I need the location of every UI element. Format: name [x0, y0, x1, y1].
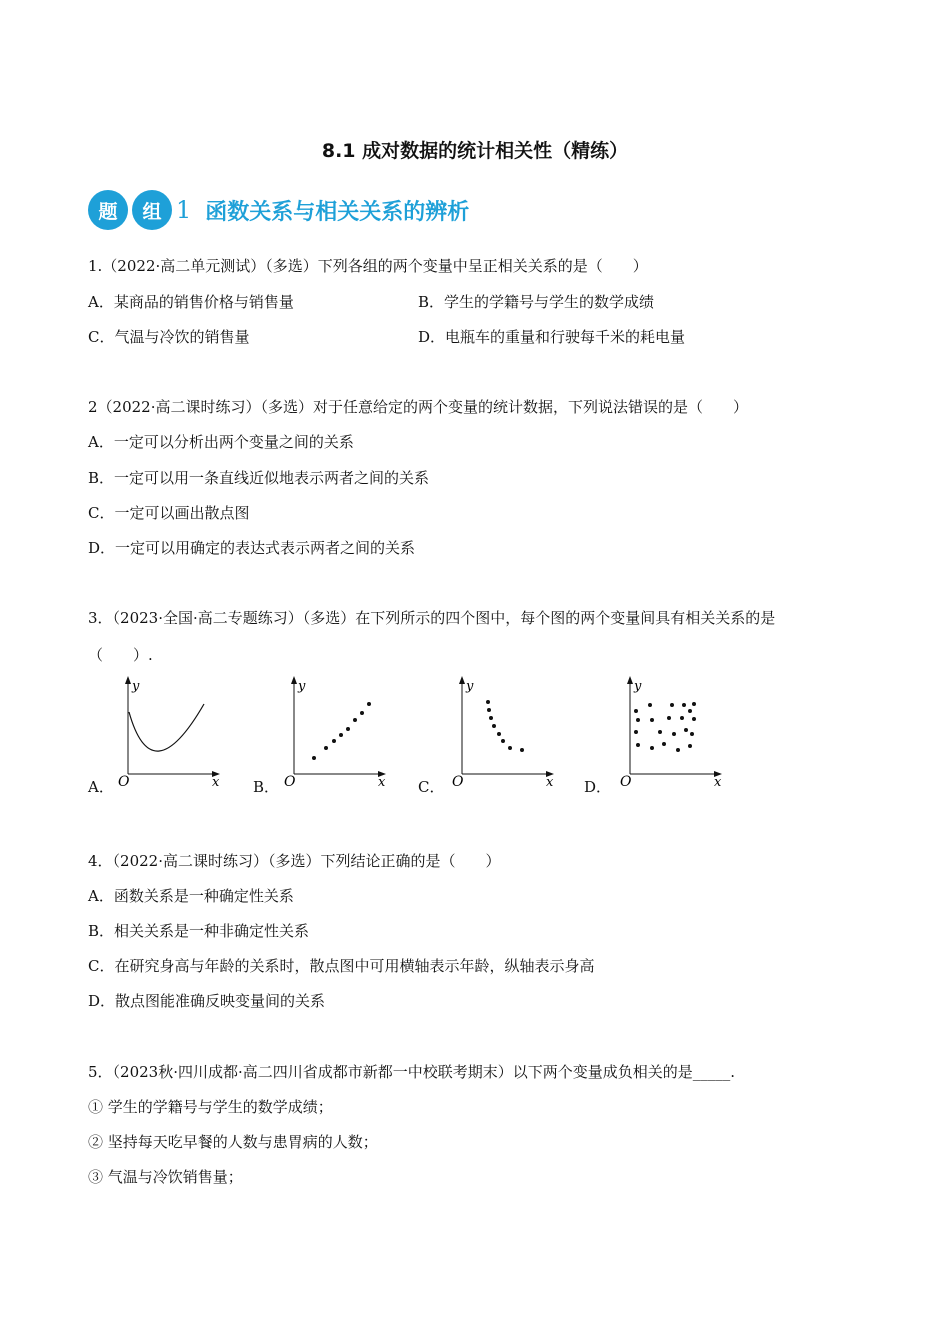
q3-label-a: A． — [88, 778, 114, 796]
scatter-point — [650, 746, 654, 750]
origin-label: O — [620, 774, 632, 790]
q5-item-1: ① 学生的学籍号与学生的数学成绩； — [88, 1098, 333, 1116]
q4-option-c: C．在研究身高与年龄的关系时，散点图中可用横轴表示年龄，纵轴表示身高 — [88, 957, 595, 975]
scatter-point — [497, 732, 501, 736]
x-label: x — [546, 775, 554, 790]
scatter-point — [680, 716, 684, 720]
group-number: 1 — [176, 196, 192, 224]
scatter-point — [634, 730, 638, 734]
q2-stem: 2（2022·高二课时练习）（多选）对于任意给定的两个变量的统计数据，下列说法错误的是（ ） — [88, 398, 748, 416]
q5-item-3: ③ 气温与冷饮销售量； — [88, 1168, 243, 1186]
x-label: x — [378, 775, 386, 790]
q1-option-a: A．某商品的销售价格与销售量 — [88, 293, 294, 311]
q2-option-a: A．一定可以分析出两个变量之间的关系 — [88, 433, 354, 451]
scatter-point — [682, 703, 686, 707]
y-arrow-icon — [459, 676, 465, 684]
q3-stem-cont: （ ）. — [88, 646, 153, 664]
figure-c-scatter — [446, 674, 558, 790]
scatter-point — [688, 744, 692, 748]
q4-option-d: D．散点图能准确反映变量间的关系 — [88, 992, 326, 1010]
figure-d-scatter — [614, 674, 726, 790]
origin-label: O — [284, 774, 296, 790]
scatter-point — [332, 739, 336, 743]
q3-label-c: C． — [418, 778, 445, 796]
page-title: 8.1 成对数据的统计相关性（精练） — [321, 140, 629, 162]
scatter-point — [489, 716, 493, 720]
q4-option-b: B．相关关系是一种非确定性关系 — [88, 922, 310, 940]
y-label: y — [132, 679, 140, 694]
scatter-point — [634, 709, 638, 713]
q4-stem: 4．（2022·高二课时练习）（多选）下列结论正确的是（ ） — [88, 852, 501, 870]
q1-option-b: B．学生的学籍号与学生的数学成绩 — [418, 293, 655, 311]
scatter-point — [688, 709, 692, 713]
scatter-point — [508, 746, 512, 750]
q2-option-b: B．一定可以用一条直线近似地表示两者之间的关系 — [88, 469, 430, 487]
scatter-point — [346, 727, 350, 731]
scatter-point — [690, 732, 694, 736]
y-arrow-icon — [125, 676, 131, 684]
x-label: x — [212, 775, 220, 790]
q1-option-c: C．气温与冷饮的销售量 — [88, 328, 250, 346]
scatter-point — [360, 711, 364, 715]
q3-label-d: D． — [584, 778, 612, 796]
scatter-point — [339, 733, 343, 737]
figure-a-curve — [112, 674, 224, 790]
scatter-point — [636, 718, 640, 722]
scatter-point — [486, 700, 490, 704]
scatter-point — [650, 718, 654, 722]
scatter-point — [667, 716, 671, 720]
x-label: x — [714, 775, 722, 790]
scatter-point — [692, 717, 696, 721]
q3-label-b: B． — [253, 778, 280, 796]
q1-stem: 1.（2022·高二单元测试）（多选）下列各组的两个变量中呈正相关关系的是（ ） — [88, 257, 648, 275]
origin-label: O — [118, 774, 130, 790]
scatter-point — [648, 703, 652, 707]
scatter-point — [487, 708, 491, 712]
q2-option-c: C．一定可以画出散点图 — [88, 504, 250, 522]
y-label: y — [634, 679, 642, 694]
group-heading-text: 函数关系与相关关系的辨析 — [205, 199, 470, 225]
q2-option-d: D．一定可以用确定的表达式表示两者之间的关系 — [88, 539, 416, 557]
scatter-point — [636, 743, 640, 747]
q5-stem: 5．（2023秋·四川成都·高二四川省成都市新都一中校联考期末）以下两个变量成负相关的是_____. — [88, 1063, 736, 1081]
figure-b-scatter — [278, 674, 390, 790]
scatter-point — [684, 728, 688, 732]
y-label: y — [298, 679, 306, 694]
scatter-point — [670, 703, 674, 707]
scatter-point — [492, 724, 496, 728]
q1-option-d: D．电瓶车的重量和行驶每千米的耗电量 — [418, 328, 686, 346]
scatter-point — [353, 718, 357, 722]
y-label: y — [466, 679, 474, 694]
q3-stem: 3．（2023·全国·高二专题练习）（多选）在下列所示的四个图中，每个图的两个变量间具有相关关系的是 — [88, 609, 776, 627]
scatter-point — [324, 746, 328, 750]
scatter-point — [367, 702, 371, 706]
scatter-point — [312, 756, 316, 760]
scatter-point — [676, 748, 680, 752]
scatter-point — [501, 739, 505, 743]
origin-label: O — [452, 774, 464, 790]
scatter-point — [658, 730, 662, 734]
q4-option-a: A．函数关系是一种确定性关系 — [88, 887, 294, 905]
group-badge-ti: 题 — [88, 190, 128, 230]
section-heading — [88, 190, 469, 230]
group-badge-zu: 组 — [132, 190, 172, 230]
scatter-point — [662, 742, 666, 746]
y-arrow-icon — [291, 676, 297, 684]
parabola-curve — [129, 704, 204, 751]
scatter-point — [672, 732, 676, 736]
q5-item-2: ② 坚持每天吃早餐的人数与患胃病的人数； — [88, 1133, 378, 1151]
scatter-point — [692, 702, 696, 706]
scatter-point — [520, 748, 524, 752]
y-arrow-icon — [627, 676, 633, 684]
